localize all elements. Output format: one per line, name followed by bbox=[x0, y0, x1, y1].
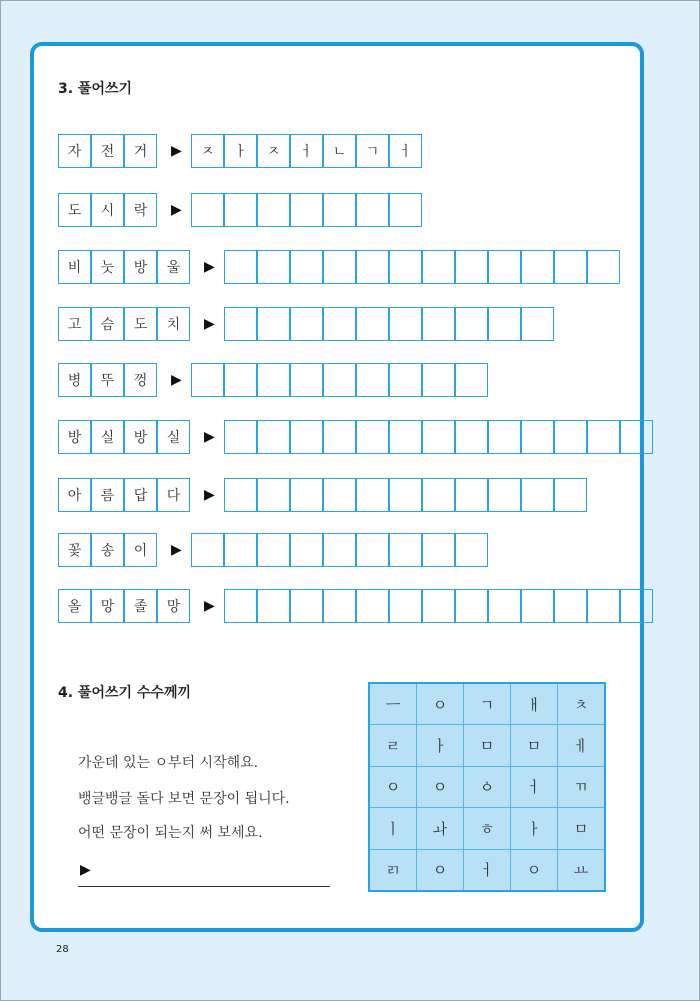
answer-jamo-box[interactable] bbox=[389, 363, 422, 397]
section-4-title: 4. 풀어쓰기 수수께끼 bbox=[58, 685, 191, 701]
answer-jamo-box[interactable] bbox=[356, 193, 389, 227]
word-syllable-box: 비 bbox=[58, 250, 91, 284]
answer-jamo-box[interactable] bbox=[587, 589, 620, 623]
riddle-grid-cell: ㅇ bbox=[511, 850, 557, 890]
answer-jamo-box[interactable] bbox=[389, 307, 422, 341]
answer-jamo-box[interactable] bbox=[389, 420, 422, 454]
answer-jamo-box[interactable] bbox=[224, 420, 257, 454]
answer-jamo-box[interactable] bbox=[323, 533, 356, 567]
word-syllable-box: 도 bbox=[124, 307, 157, 341]
instruction-line-1: 가운데 있는 ㅇ부터 시작해요. bbox=[78, 755, 259, 771]
riddle-grid-cell: ㆁ bbox=[464, 767, 510, 807]
answer-jamo-box[interactable] bbox=[620, 589, 653, 623]
answer-jamo-box[interactable] bbox=[389, 250, 422, 284]
word-syllable-box: 망 bbox=[91, 589, 124, 623]
word-syllable-box: 답 bbox=[124, 478, 157, 512]
riddle-grid-cell: ㄹ bbox=[370, 725, 416, 765]
answer-jamo-box[interactable] bbox=[257, 533, 290, 567]
riddle-grid bbox=[368, 682, 606, 892]
answer-jamo-box[interactable] bbox=[356, 478, 389, 512]
instruction-line-2: 뱅글뱅글 돌다 보면 문장이 됩니다. bbox=[78, 791, 290, 807]
section-3-title: 3. 풀어쓰기 bbox=[58, 81, 133, 97]
answer-jamo-box[interactable] bbox=[422, 307, 455, 341]
arrow-right-icon: ▶ bbox=[171, 542, 182, 558]
answer-jamo-box[interactable] bbox=[290, 478, 323, 512]
arrow-right-icon: ▶ bbox=[204, 487, 215, 503]
answer-jamo-box[interactable] bbox=[587, 420, 620, 454]
answer-jamo-box[interactable] bbox=[521, 307, 554, 341]
riddle-grid-cell: ㅐ bbox=[511, 684, 557, 724]
riddle-grid-cell: ㄲ bbox=[558, 767, 604, 807]
word-syllable-box: 거 bbox=[124, 134, 157, 168]
answer-jamo-box[interactable] bbox=[257, 420, 290, 454]
answer-jamo-box[interactable] bbox=[257, 193, 290, 227]
riddle-grid-cell: ㅓ bbox=[464, 850, 510, 890]
answer-jamo-box[interactable]: ㅓ bbox=[290, 134, 323, 168]
word-syllable-box: 울 bbox=[157, 250, 190, 284]
answer-jamo-box[interactable] bbox=[191, 533, 224, 567]
answer-jamo-box[interactable] bbox=[290, 363, 323, 397]
answer-jamo-box[interactable] bbox=[323, 478, 356, 512]
word-syllable-box: 자 bbox=[58, 134, 91, 168]
answer-jamo-box[interactable] bbox=[224, 193, 257, 227]
answer-jamo-box[interactable] bbox=[389, 589, 422, 623]
riddle-grid-cell: ㅁ bbox=[511, 725, 557, 765]
answer-jamo-box[interactable] bbox=[290, 250, 323, 284]
answer-jamo-box[interactable] bbox=[455, 533, 488, 567]
riddle-grid-cell: ㅘ bbox=[417, 808, 463, 848]
riddle-grid-cell: ㅎ bbox=[464, 808, 510, 848]
answer-jamo-box[interactable] bbox=[257, 589, 290, 623]
answer-jamo-box[interactable] bbox=[554, 250, 587, 284]
arrow-right-icon: ▶ bbox=[204, 598, 215, 614]
answer-jamo-box[interactable]: ㅈ bbox=[257, 134, 290, 168]
word-syllable-box: 방 bbox=[58, 420, 91, 454]
answer-line[interactable] bbox=[78, 886, 330, 887]
word-syllable-box: 아 bbox=[58, 478, 91, 512]
arrow-right-icon: ▶ bbox=[171, 143, 182, 159]
riddle-grid-cell: ㅇ bbox=[417, 684, 463, 724]
answer-jamo-box[interactable] bbox=[290, 533, 323, 567]
answer-jamo-box[interactable]: ㅏ bbox=[224, 134, 257, 168]
page-number: 28 bbox=[56, 944, 69, 955]
answer-jamo-box[interactable] bbox=[323, 420, 356, 454]
answer-jamo-box[interactable] bbox=[356, 307, 389, 341]
word-syllable-box: 눗 bbox=[91, 250, 124, 284]
arrow-right-icon: ▶ bbox=[171, 202, 182, 218]
answer-jamo-box[interactable] bbox=[356, 363, 389, 397]
word-syllable-box: 락 bbox=[124, 193, 157, 227]
word-syllable-box: 방 bbox=[124, 420, 157, 454]
answer-jamo-box[interactable]: ㅓ bbox=[389, 134, 422, 168]
answer-jamo-box[interactable] bbox=[323, 307, 356, 341]
word-syllable-box: 방 bbox=[124, 250, 157, 284]
word-syllable-box: 이 bbox=[124, 533, 157, 567]
answer-jamo-box[interactable] bbox=[356, 533, 389, 567]
riddle-grid-cell: ㅁ bbox=[464, 725, 510, 765]
answer-jamo-box[interactable]: ㅈ bbox=[191, 134, 224, 168]
word-syllable-box: 고 bbox=[58, 307, 91, 341]
word-syllable-box: 실 bbox=[91, 420, 124, 454]
answer-jamo-box[interactable] bbox=[224, 250, 257, 284]
answer-jamo-box[interactable] bbox=[290, 420, 323, 454]
answer-jamo-box[interactable] bbox=[521, 420, 554, 454]
answer-jamo-box[interactable] bbox=[323, 589, 356, 623]
answer-jamo-box[interactable] bbox=[389, 193, 422, 227]
answer-jamo-box[interactable]: ㄱ bbox=[356, 134, 389, 168]
word-syllable-box: 다 bbox=[157, 478, 190, 512]
answer-jamo-box[interactable] bbox=[323, 250, 356, 284]
riddle-grid-cell: ㅁ bbox=[558, 808, 604, 848]
arrow-right-icon: ▶ bbox=[171, 372, 182, 388]
answer-jamo-box[interactable] bbox=[521, 589, 554, 623]
word-syllable-box: 껑 bbox=[124, 363, 157, 397]
answer-jamo-box[interactable] bbox=[224, 307, 257, 341]
word-syllable-box: 송 bbox=[91, 533, 124, 567]
riddle-grid-cell: ㄱ bbox=[464, 684, 510, 724]
riddle-grid-cell: ㅊ bbox=[558, 684, 604, 724]
arrow-right-icon: ▶ bbox=[204, 429, 215, 445]
word-syllable-box: 꽃 bbox=[58, 533, 91, 567]
answer-jamo-box[interactable] bbox=[389, 533, 422, 567]
word-syllable-box: 졸 bbox=[124, 589, 157, 623]
word-syllable-box: 슴 bbox=[91, 307, 124, 341]
riddle-grid-cell: ㅔ bbox=[558, 725, 604, 765]
answer-jamo-box[interactable] bbox=[488, 589, 521, 623]
word-syllable-box: 뚜 bbox=[91, 363, 124, 397]
riddle-grid-cell: ㅏ bbox=[511, 808, 557, 848]
answer-jamo-box[interactable] bbox=[455, 250, 488, 284]
word-syllable-box: 도 bbox=[58, 193, 91, 227]
answer-jamo-box[interactable] bbox=[290, 589, 323, 623]
answer-jamo-box[interactable] bbox=[323, 193, 356, 227]
answer-jamo-box[interactable] bbox=[455, 420, 488, 454]
answer-jamo-box[interactable] bbox=[290, 307, 323, 341]
answer-jamo-box[interactable] bbox=[356, 420, 389, 454]
answer-jamo-box[interactable] bbox=[257, 478, 290, 512]
answer-jamo-box[interactable] bbox=[488, 307, 521, 341]
answer-arrow-icon: ▶ bbox=[80, 862, 91, 878]
answer-jamo-box[interactable] bbox=[455, 307, 488, 341]
riddle-grid-cell: ㅏ bbox=[417, 725, 463, 765]
word-syllable-box: 시 bbox=[91, 193, 124, 227]
answer-jamo-box[interactable] bbox=[191, 363, 224, 397]
answer-jamo-box[interactable] bbox=[422, 363, 455, 397]
answer-jamo-box[interactable] bbox=[455, 363, 488, 397]
riddle-grid-cell: ㅇ bbox=[370, 767, 416, 807]
word-syllable-box: 망 bbox=[157, 589, 190, 623]
word-syllable-box: 치 bbox=[157, 307, 190, 341]
answer-jamo-box[interactable] bbox=[422, 478, 455, 512]
riddle-grid-cell: ㅡ bbox=[370, 684, 416, 724]
answer-jamo-box[interactable] bbox=[290, 193, 323, 227]
answer-jamo-box[interactable] bbox=[488, 250, 521, 284]
answer-jamo-box[interactable] bbox=[224, 363, 257, 397]
arrow-right-icon: ▶ bbox=[204, 316, 215, 332]
answer-jamo-box[interactable] bbox=[521, 478, 554, 512]
answer-jamo-box[interactable] bbox=[554, 589, 587, 623]
answer-jamo-box[interactable] bbox=[422, 250, 455, 284]
word-syllable-box: 름 bbox=[91, 478, 124, 512]
answer-jamo-box[interactable] bbox=[323, 363, 356, 397]
answer-jamo-box[interactable] bbox=[521, 250, 554, 284]
answer-jamo-box[interactable] bbox=[554, 478, 587, 512]
answer-jamo-box[interactable] bbox=[422, 533, 455, 567]
answer-jamo-box[interactable] bbox=[455, 478, 488, 512]
answer-jamo-box[interactable] bbox=[224, 589, 257, 623]
answer-jamo-box[interactable] bbox=[257, 250, 290, 284]
arrow-right-icon: ▶ bbox=[204, 259, 215, 275]
answer-jamo-box[interactable] bbox=[257, 307, 290, 341]
answer-jamo-box[interactable] bbox=[554, 420, 587, 454]
answer-jamo-box[interactable] bbox=[488, 420, 521, 454]
answer-jamo-box[interactable] bbox=[356, 589, 389, 623]
answer-jamo-box[interactable] bbox=[257, 363, 290, 397]
answer-jamo-box[interactable] bbox=[422, 589, 455, 623]
riddle-grid-cell: ㅇ bbox=[417, 767, 463, 807]
answer-jamo-box[interactable] bbox=[455, 589, 488, 623]
answer-jamo-box[interactable] bbox=[488, 478, 521, 512]
word-syllable-box: 실 bbox=[157, 420, 190, 454]
answer-jamo-box[interactable]: ㄴ bbox=[323, 134, 356, 168]
answer-jamo-box[interactable] bbox=[620, 420, 653, 454]
answer-jamo-box[interactable] bbox=[422, 420, 455, 454]
answer-jamo-box[interactable] bbox=[191, 193, 224, 227]
instruction-line-3: 어떤 문장이 되는지 써 보세요. bbox=[78, 825, 263, 841]
answer-jamo-box[interactable] bbox=[389, 478, 422, 512]
answer-jamo-box[interactable] bbox=[587, 250, 620, 284]
answer-jamo-box[interactable] bbox=[224, 533, 257, 567]
riddle-grid-cell: ㅣ bbox=[370, 808, 416, 848]
answer-jamo-box[interactable] bbox=[224, 478, 257, 512]
word-syllable-box: 올 bbox=[58, 589, 91, 623]
riddle-grid-cell: ㅓ bbox=[511, 767, 557, 807]
riddle-grid-cell: ㄺ bbox=[370, 850, 416, 890]
riddle-grid-cell: ㅛ bbox=[558, 850, 604, 890]
answer-jamo-box[interactable] bbox=[356, 250, 389, 284]
word-syllable-box: 병 bbox=[58, 363, 91, 397]
word-syllable-box: 전 bbox=[91, 134, 124, 168]
riddle-grid-cell: ㅇ bbox=[417, 850, 463, 890]
